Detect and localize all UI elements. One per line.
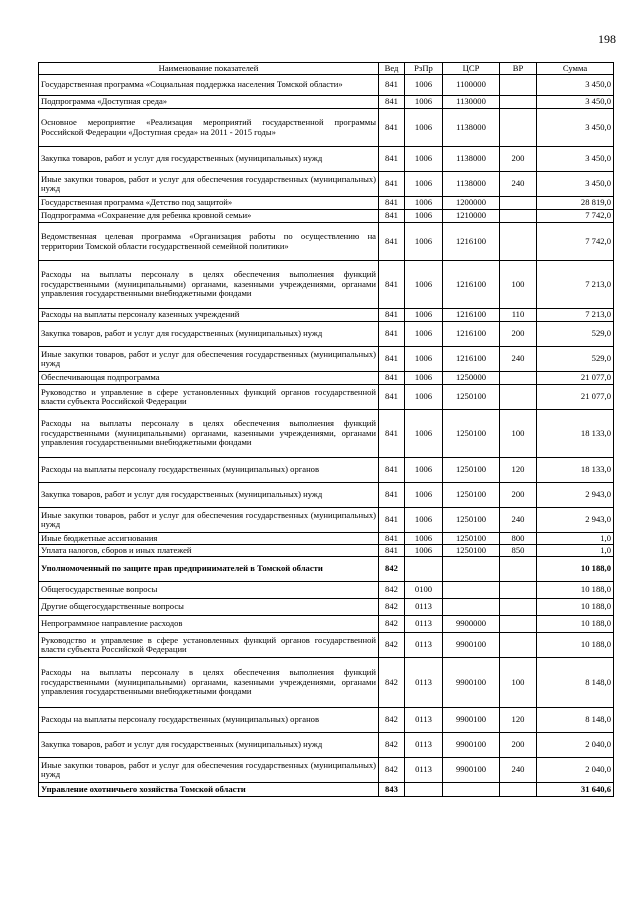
row-ved: 842 <box>379 616 405 633</box>
table-row <box>39 508 614 533</box>
table-row <box>39 372 614 385</box>
row-csr: 1250100 <box>443 545 500 557</box>
row-ved: 841 <box>379 372 405 385</box>
row-ved: 841 <box>379 483 405 508</box>
table-row <box>39 582 614 599</box>
table-row <box>39 633 614 658</box>
row-rzpr: 1006 <box>405 223 443 261</box>
row-ved: 841 <box>379 210 405 223</box>
row-csr: 1210000 <box>443 210 500 223</box>
header-name: Наименование показателей <box>39 63 379 75</box>
row-rzpr: 1006 <box>405 96 443 109</box>
row-rzpr: 0113 <box>405 633 443 658</box>
row-name: Иные закупки товаров, работ и услуг для обеспечения государственных (муниципальных) нужд <box>39 508 379 533</box>
row-ved: 841 <box>379 458 405 483</box>
row-sum: 10 188,0 <box>537 557 614 582</box>
row-sum: 529,0 <box>537 347 614 372</box>
row-name: Расходы на выплаты персоналу в целях обеспечения выполнения функций государственными (муниципальными) органами, казенными учреждениями, органами управления государственными внебюджетными фондами <box>39 261 379 309</box>
row-vr <box>500 557 537 582</box>
row-name: Руководство и управление в сфере установленных функций органов государственной власти субъекта Российской Федерации <box>39 385 379 410</box>
row-csr <box>443 557 500 582</box>
row-sum: 28 819,0 <box>537 197 614 210</box>
page-number: 198 <box>598 32 616 46</box>
row-vr: 110 <box>500 309 537 322</box>
row-vr: 100 <box>500 410 537 458</box>
row-name: Подпрограмма «Доступная среда» <box>39 96 379 109</box>
table-row <box>39 147 614 172</box>
row-csr: 1216100 <box>443 309 500 322</box>
row-csr: 1138000 <box>443 172 500 197</box>
row-rzpr: 1006 <box>405 372 443 385</box>
row-vr: 100 <box>500 261 537 309</box>
table-row <box>39 410 614 458</box>
row-name: Другие общегосударственные вопросы <box>39 599 379 616</box>
row-sum: 10 188,0 <box>537 599 614 616</box>
row-sum: 10 188,0 <box>537 582 614 599</box>
row-sum: 7 742,0 <box>537 210 614 223</box>
row-csr: 1250100 <box>443 533 500 545</box>
row-ved: 841 <box>379 322 405 347</box>
row-sum: 21 077,0 <box>537 385 614 410</box>
table-row <box>39 223 614 261</box>
row-csr: 1100000 <box>443 75 500 96</box>
row-ved: 842 <box>379 599 405 616</box>
row-vr: 200 <box>500 733 537 758</box>
row-ved: 841 <box>379 347 405 372</box>
row-name: Иные закупки товаров, работ и услуг для обеспечения государственных (муниципальных) нужд <box>39 758 379 783</box>
row-csr <box>443 783 500 797</box>
row-sum: 3 450,0 <box>537 75 614 96</box>
row-name: Государственная программа «Детство под защитой» <box>39 197 379 210</box>
row-ved: 841 <box>379 545 405 557</box>
row-ved: 841 <box>379 197 405 210</box>
row-sum: 1,0 <box>537 533 614 545</box>
row-sum: 3 450,0 <box>537 96 614 109</box>
row-sum: 2 943,0 <box>537 483 614 508</box>
header-vr: ВР <box>500 63 537 75</box>
row-vr: 120 <box>500 458 537 483</box>
row-ved: 842 <box>379 658 405 708</box>
row-sum: 8 148,0 <box>537 708 614 733</box>
table-row <box>39 197 614 210</box>
row-vr: 120 <box>500 708 537 733</box>
row-csr: 1216100 <box>443 347 500 372</box>
row-vr: 240 <box>500 347 537 372</box>
row-sum: 31 640,6 <box>537 783 614 797</box>
row-csr: 9900100 <box>443 658 500 708</box>
row-ved: 841 <box>379 109 405 147</box>
row-name: Закупка товаров, работ и услуг для государственных (муниципальных) нужд <box>39 147 379 172</box>
row-name: Общегосударственные вопросы <box>39 582 379 599</box>
row-csr: 9900100 <box>443 758 500 783</box>
row-sum: 2 040,0 <box>537 758 614 783</box>
row-name: Закупка товаров, работ и услуг для государственных (муниципальных) нужд <box>39 322 379 347</box>
row-csr: 1250100 <box>443 385 500 410</box>
row-vr: 240 <box>500 172 537 197</box>
row-name: Расходы на выплаты персоналу государственных (муниципальных) органов <box>39 458 379 483</box>
table-row <box>39 75 614 96</box>
row-rzpr: 0113 <box>405 658 443 708</box>
row-rzpr: 1006 <box>405 347 443 372</box>
row-sum: 18 133,0 <box>537 458 614 483</box>
row-csr: 1216100 <box>443 223 500 261</box>
row-rzpr: 1006 <box>405 172 443 197</box>
row-ved: 841 <box>379 172 405 197</box>
row-ved: 843 <box>379 783 405 797</box>
row-ved: 841 <box>379 533 405 545</box>
row-rzpr: 1006 <box>405 533 443 545</box>
row-name: Расходы на выплаты персоналу в целях обеспечения выполнения функций государственными (муниципальными) органами, казенными учреждениями, органами управления государственными внебюджетными фондами <box>39 410 379 458</box>
row-rzpr: 1006 <box>405 210 443 223</box>
row-ved: 842 <box>379 758 405 783</box>
row-csr: 1216100 <box>443 261 500 309</box>
table-row <box>39 309 614 322</box>
table-row <box>39 708 614 733</box>
row-csr: 1138000 <box>443 109 500 147</box>
row-csr: 9900000 <box>443 616 500 633</box>
row-sum: 18 133,0 <box>537 410 614 458</box>
table-row <box>39 385 614 410</box>
table-row <box>39 347 614 372</box>
table-row <box>39 261 614 309</box>
table-row <box>39 210 614 223</box>
row-name: Расходы на выплаты персоналу государственных (муниципальных) органов <box>39 708 379 733</box>
row-csr: 9900100 <box>443 708 500 733</box>
row-sum: 8 148,0 <box>537 658 614 708</box>
table-row <box>39 96 614 109</box>
row-csr: 1130000 <box>443 96 500 109</box>
row-ved: 841 <box>379 309 405 322</box>
header-rzpr: РзПр <box>405 63 443 75</box>
row-rzpr <box>405 783 443 797</box>
row-vr: 200 <box>500 147 537 172</box>
row-rzpr: 0100 <box>405 582 443 599</box>
row-csr: 1250100 <box>443 483 500 508</box>
row-name: Подпрограмма «Сохранение для ребенка кровной семьи» <box>39 210 379 223</box>
row-name: Закупка товаров, работ и услуг для государственных (муниципальных) нужд <box>39 733 379 758</box>
row-ved: 841 <box>379 223 405 261</box>
header-sum: Сумма <box>537 63 614 75</box>
row-sum: 21 077,0 <box>537 372 614 385</box>
row-name: Расходы на выплаты персоналу казенных учреждений <box>39 309 379 322</box>
row-sum: 3 450,0 <box>537 147 614 172</box>
row-name: Основное мероприятие «Реализация мероприятий государственной программы Российской Федерации «Доступная среда» на 2011 - 2015 годы» <box>39 109 379 147</box>
table-row <box>39 658 614 708</box>
row-csr: 1250100 <box>443 458 500 483</box>
row-rzpr: 1006 <box>405 261 443 309</box>
row-vr: 800 <box>500 533 537 545</box>
row-ved: 841 <box>379 147 405 172</box>
row-sum: 529,0 <box>537 322 614 347</box>
table-row <box>39 533 614 545</box>
row-vr: 200 <box>500 483 537 508</box>
row-rzpr: 1006 <box>405 385 443 410</box>
table-row <box>39 458 614 483</box>
row-sum: 7 213,0 <box>537 261 614 309</box>
row-sum: 1,0 <box>537 545 614 557</box>
row-name: Государственная программа «Социальная поддержка населения Томской области» <box>39 75 379 96</box>
row-sum: 3 450,0 <box>537 172 614 197</box>
row-name: Уплата налогов, сборов и иных платежей <box>39 545 379 557</box>
row-vr: 240 <box>500 508 537 533</box>
row-name: Иные закупки товаров, работ и услуг для обеспечения государственных (муниципальных) нужд <box>39 347 379 372</box>
row-rzpr: 0113 <box>405 599 443 616</box>
row-ved: 841 <box>379 385 405 410</box>
row-ved: 842 <box>379 633 405 658</box>
row-ved: 841 <box>379 96 405 109</box>
row-vr <box>500 197 537 210</box>
row-name: Расходы на выплаты персоналу в целях обеспечения выполнения функций государственными (муниципальными) органами, казенными учреждениями, органами управления государственными внебюджетными фондами <box>39 658 379 708</box>
row-vr <box>500 75 537 96</box>
row-sum: 7 742,0 <box>537 223 614 261</box>
row-name: Уполномоченный по защите прав предпринимателей в Томской области <box>39 557 379 582</box>
row-rzpr: 0113 <box>405 708 443 733</box>
table-row <box>39 545 614 557</box>
row-ved: 842 <box>379 708 405 733</box>
row-sum: 7 213,0 <box>537 309 614 322</box>
row-vr: 240 <box>500 758 537 783</box>
row-name: Ведомственная целевая программа «Организация работы по осуществлению на территории Томской области государственной семейной политики» <box>39 223 379 261</box>
row-rzpr: 1006 <box>405 309 443 322</box>
row-ved: 842 <box>379 557 405 582</box>
row-rzpr: 1006 <box>405 197 443 210</box>
row-vr <box>500 385 537 410</box>
row-vr: 850 <box>500 545 537 557</box>
row-sum: 2 943,0 <box>537 508 614 533</box>
row-sum: 2 040,0 <box>537 733 614 758</box>
row-ved: 841 <box>379 75 405 96</box>
row-rzpr: 1006 <box>405 483 443 508</box>
table-row <box>39 599 614 616</box>
table-row <box>39 733 614 758</box>
header-csr: ЦСР <box>443 63 500 75</box>
row-rzpr: 1006 <box>405 75 443 96</box>
table-row <box>39 758 614 783</box>
row-sum: 10 188,0 <box>537 616 614 633</box>
row-ved: 841 <box>379 261 405 309</box>
row-vr <box>500 599 537 616</box>
row-sum: 10 188,0 <box>537 633 614 658</box>
table-row <box>39 783 614 797</box>
row-csr: 1250100 <box>443 410 500 458</box>
row-csr: 1200000 <box>443 197 500 210</box>
row-rzpr: 0113 <box>405 733 443 758</box>
row-vr <box>500 223 537 261</box>
row-vr <box>500 633 537 658</box>
header-ved: Вед <box>379 63 405 75</box>
table-row <box>39 616 614 633</box>
row-name: Управление охотничьего хозяйства Томской области <box>39 783 379 797</box>
row-name: Иные закупки товаров, работ и услуг для обеспечения государственных (муниципальных) нужд <box>39 172 379 197</box>
row-rzpr: 1006 <box>405 322 443 347</box>
row-ved: 841 <box>379 410 405 458</box>
table-row <box>39 322 614 347</box>
row-vr <box>500 372 537 385</box>
row-csr <box>443 599 500 616</box>
row-csr: 1250000 <box>443 372 500 385</box>
row-csr: 9900100 <box>443 633 500 658</box>
row-ved: 841 <box>379 508 405 533</box>
row-vr <box>500 783 537 797</box>
table-row <box>39 172 614 197</box>
row-vr <box>500 109 537 147</box>
row-sum: 3 450,0 <box>537 109 614 147</box>
budget-table <box>38 62 614 797</box>
row-rzpr: 1006 <box>405 458 443 483</box>
row-name: Непрограммное направление расходов <box>39 616 379 633</box>
header-row <box>39 63 614 75</box>
row-csr: 1138000 <box>443 147 500 172</box>
row-name: Обеспечивающая подпрограмма <box>39 372 379 385</box>
table-row <box>39 483 614 508</box>
row-rzpr: 1006 <box>405 508 443 533</box>
row-csr <box>443 582 500 599</box>
row-vr: 100 <box>500 658 537 708</box>
row-rzpr: 0113 <box>405 758 443 783</box>
row-csr: 1216100 <box>443 322 500 347</box>
row-rzpr: 1006 <box>405 147 443 172</box>
row-csr: 9900100 <box>443 733 500 758</box>
row-rzpr: 1006 <box>405 109 443 147</box>
row-csr: 1250100 <box>443 508 500 533</box>
row-rzpr <box>405 557 443 582</box>
row-vr <box>500 616 537 633</box>
row-vr: 200 <box>500 322 537 347</box>
row-vr <box>500 210 537 223</box>
row-rzpr: 1006 <box>405 410 443 458</box>
row-name: Закупка товаров, работ и услуг для государственных (муниципальных) нужд <box>39 483 379 508</box>
row-ved: 842 <box>379 733 405 758</box>
row-name: Руководство и управление в сфере установленных функций органов государственной власти субъекта Российской Федерации <box>39 633 379 658</box>
row-rzpr: 1006 <box>405 545 443 557</box>
row-vr <box>500 582 537 599</box>
row-ved: 842 <box>379 582 405 599</box>
table-row <box>39 109 614 147</box>
row-vr <box>500 96 537 109</box>
row-rzpr: 0113 <box>405 616 443 633</box>
table-row <box>39 557 614 582</box>
row-name: Иные бюджетные ассигнования <box>39 533 379 545</box>
